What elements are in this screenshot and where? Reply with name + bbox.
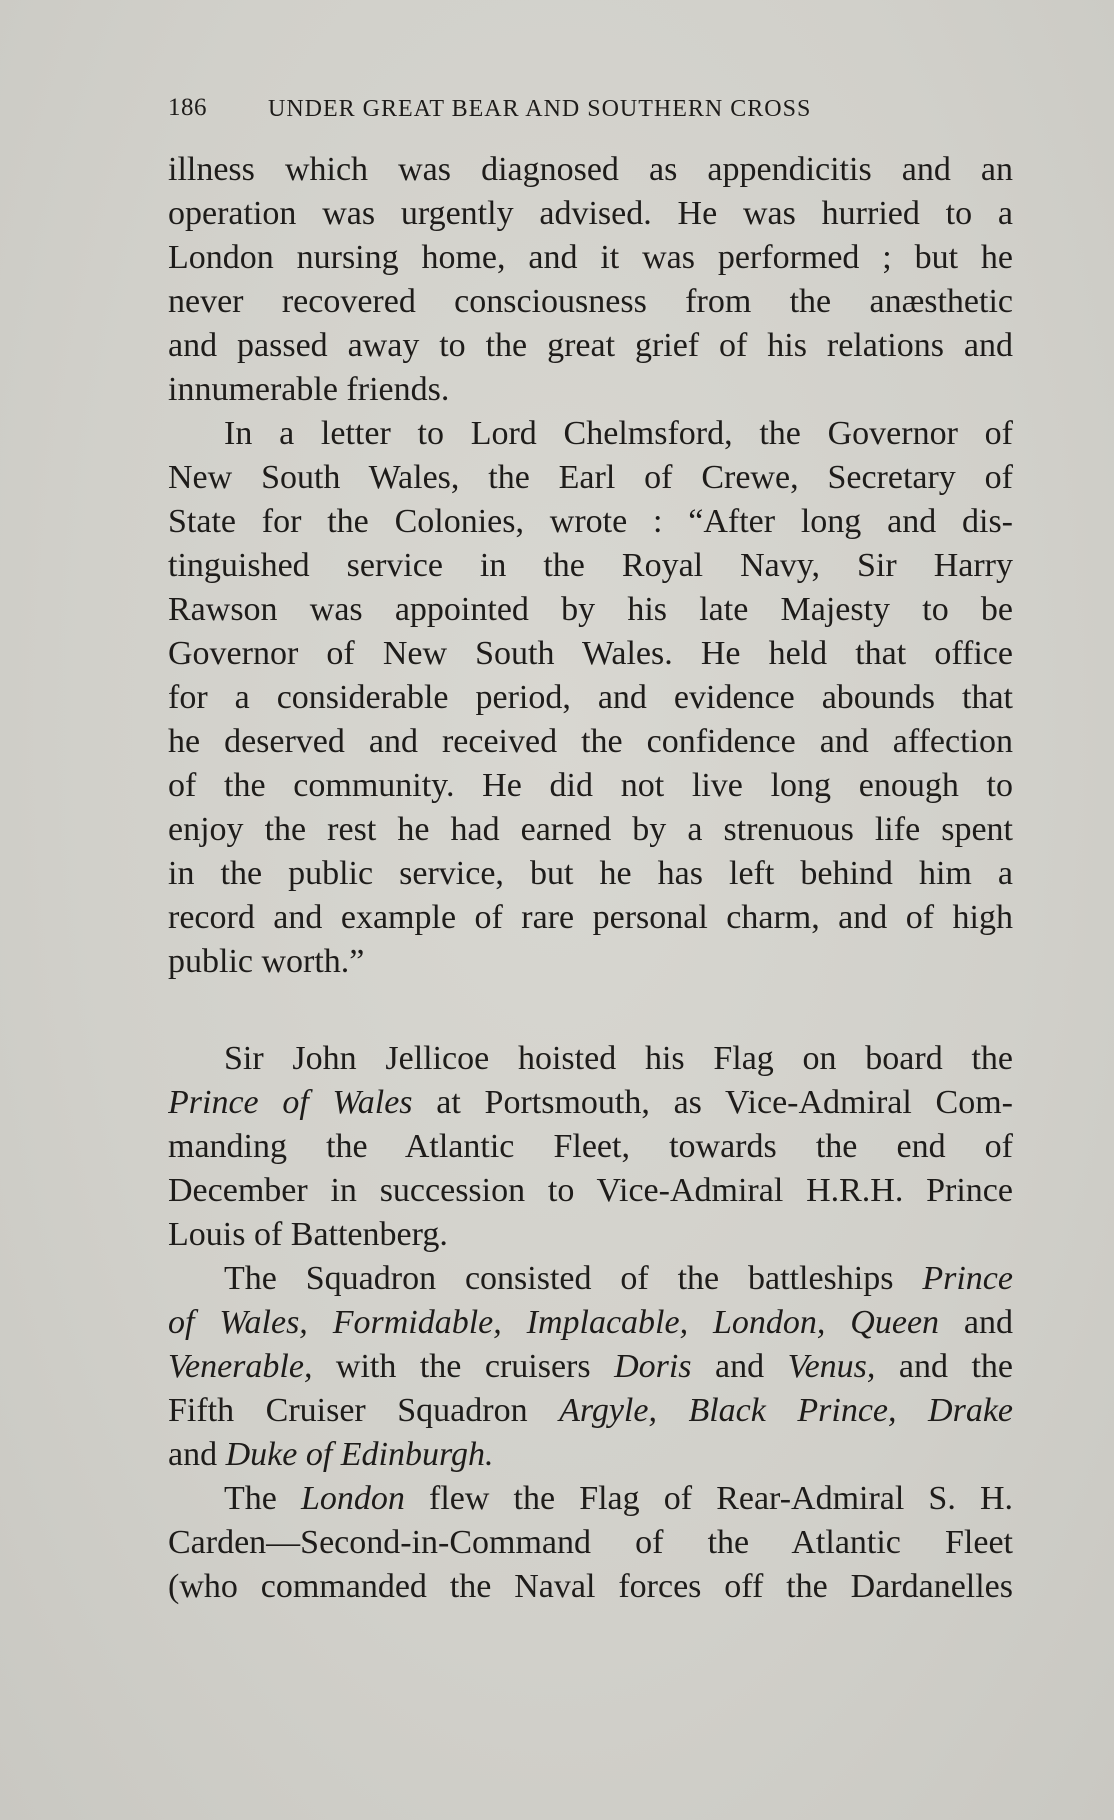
ship-name: Formidable, bbox=[332, 1304, 502, 1341]
text-line: and Duke of Edinburgh. bbox=[168, 1436, 494, 1473]
text-line: December in succession to Vice-Admiral H.R.H. Prince bbox=[168, 1172, 1013, 1209]
paragraph-1 bbox=[168, 148, 1013, 412]
text-line: for a considerable period, and evidence abounds that bbox=[168, 679, 1013, 716]
ship-name: Argyle, bbox=[559, 1392, 657, 1429]
text-line: operation was urgently advised. He was hurried to a bbox=[168, 195, 1013, 232]
text-line: London nursing home, and it was performed ; but he bbox=[168, 239, 1013, 276]
text-line: Rawson was appointed by his late Majesty to be bbox=[168, 591, 1013, 628]
ship-name: London bbox=[300, 1480, 405, 1517]
text-line: illness which was diagnosed as appendicitis and an bbox=[168, 151, 1013, 188]
text-line: in the public service, but he has left behind him a bbox=[168, 855, 1013, 892]
text-line: Fifth Cruiser Squadron Argyle, Black Prince, Drake bbox=[168, 1392, 1013, 1429]
text-line: New South Wales, the Earl of Crewe, Secretary of bbox=[168, 459, 1013, 496]
text-line: public worth.” bbox=[168, 943, 365, 980]
text-line: The London flew the Flag of Rear-Admiral S. H. bbox=[224, 1480, 1013, 1517]
running-title: UNDER GREAT BEAR AND SOUTHERN CROSS bbox=[268, 96, 812, 122]
text-line: Sir John Jellicoe hoisted his Flag on board the bbox=[224, 1040, 1013, 1077]
ship-name: Implacable, bbox=[526, 1304, 689, 1341]
text-line: Louis of Battenberg. bbox=[168, 1216, 448, 1253]
paragraph-4 bbox=[168, 1257, 1013, 1477]
text-line: Prince of Wales at Portsmouth, as Vice-Admiral Com- bbox=[168, 1084, 1013, 1121]
text-line: (who commanded the Naval forces off the Dardanelles bbox=[168, 1568, 1013, 1605]
ship-name: Venerable, bbox=[168, 1348, 313, 1385]
text-line: tinguished service in the Royal Navy, Sir Harry bbox=[168, 547, 1013, 584]
text-line: never recovered consciousness from the anæsthetic bbox=[168, 283, 1013, 320]
text-line: Venerable, with the cruisers Doris and Venus, and the bbox=[168, 1348, 1013, 1385]
ship-name: Prince of Wales bbox=[168, 1084, 413, 1121]
text-line: innumerable friends. bbox=[168, 371, 450, 408]
text-block-upper bbox=[168, 148, 1013, 984]
text-line: The Squadron consisted of the battleships Prince bbox=[224, 1260, 1013, 1297]
ship-name: Duke of Edinburgh. bbox=[225, 1436, 494, 1473]
paragraph-2 bbox=[168, 412, 1013, 984]
ship-name: of Wales, bbox=[168, 1304, 308, 1341]
text-line: of Wales, Formidable, Implacable, London, Queen and bbox=[168, 1304, 1013, 1341]
ship-name: Drake bbox=[928, 1392, 1013, 1429]
text-line: of the community. He did not live long enough to bbox=[168, 767, 1013, 804]
paragraph-3 bbox=[168, 1037, 1013, 1257]
text-line: he deserved and received the confidence and affection bbox=[168, 723, 1013, 760]
text-line: manding the Atlantic Fleet, towards the end of bbox=[168, 1128, 1013, 1165]
text-line: and passed away to the great grief of his relations and bbox=[168, 327, 1013, 364]
ship-name: Venus, bbox=[787, 1348, 876, 1385]
text-line: Governor of New South Wales. He held that office bbox=[168, 635, 1013, 672]
text-line: State for the Colonies, wrote : “After long and dis- bbox=[168, 503, 1013, 540]
text-line: enjoy the rest he had earned by a strenuous life spent bbox=[168, 811, 1013, 848]
running-head bbox=[168, 94, 1013, 134]
page-number: 186 bbox=[168, 94, 207, 121]
text-line: Carden—Second-in-Command of the Atlantic Fleet bbox=[168, 1524, 1013, 1561]
paragraph-5 bbox=[168, 1477, 1013, 1609]
ship-name: Black Prince, bbox=[688, 1392, 897, 1429]
ship-name: Prince bbox=[922, 1260, 1013, 1297]
ship-name: Doris bbox=[614, 1348, 692, 1385]
text-block-lower bbox=[168, 1037, 1013, 1609]
text-line: record and example of rare personal charm, and of high bbox=[168, 899, 1013, 936]
text-line: In a letter to Lord Chelmsford, the Governor of bbox=[224, 415, 1013, 452]
ship-name: Queen bbox=[850, 1304, 940, 1341]
ship-name: London, bbox=[712, 1304, 826, 1341]
